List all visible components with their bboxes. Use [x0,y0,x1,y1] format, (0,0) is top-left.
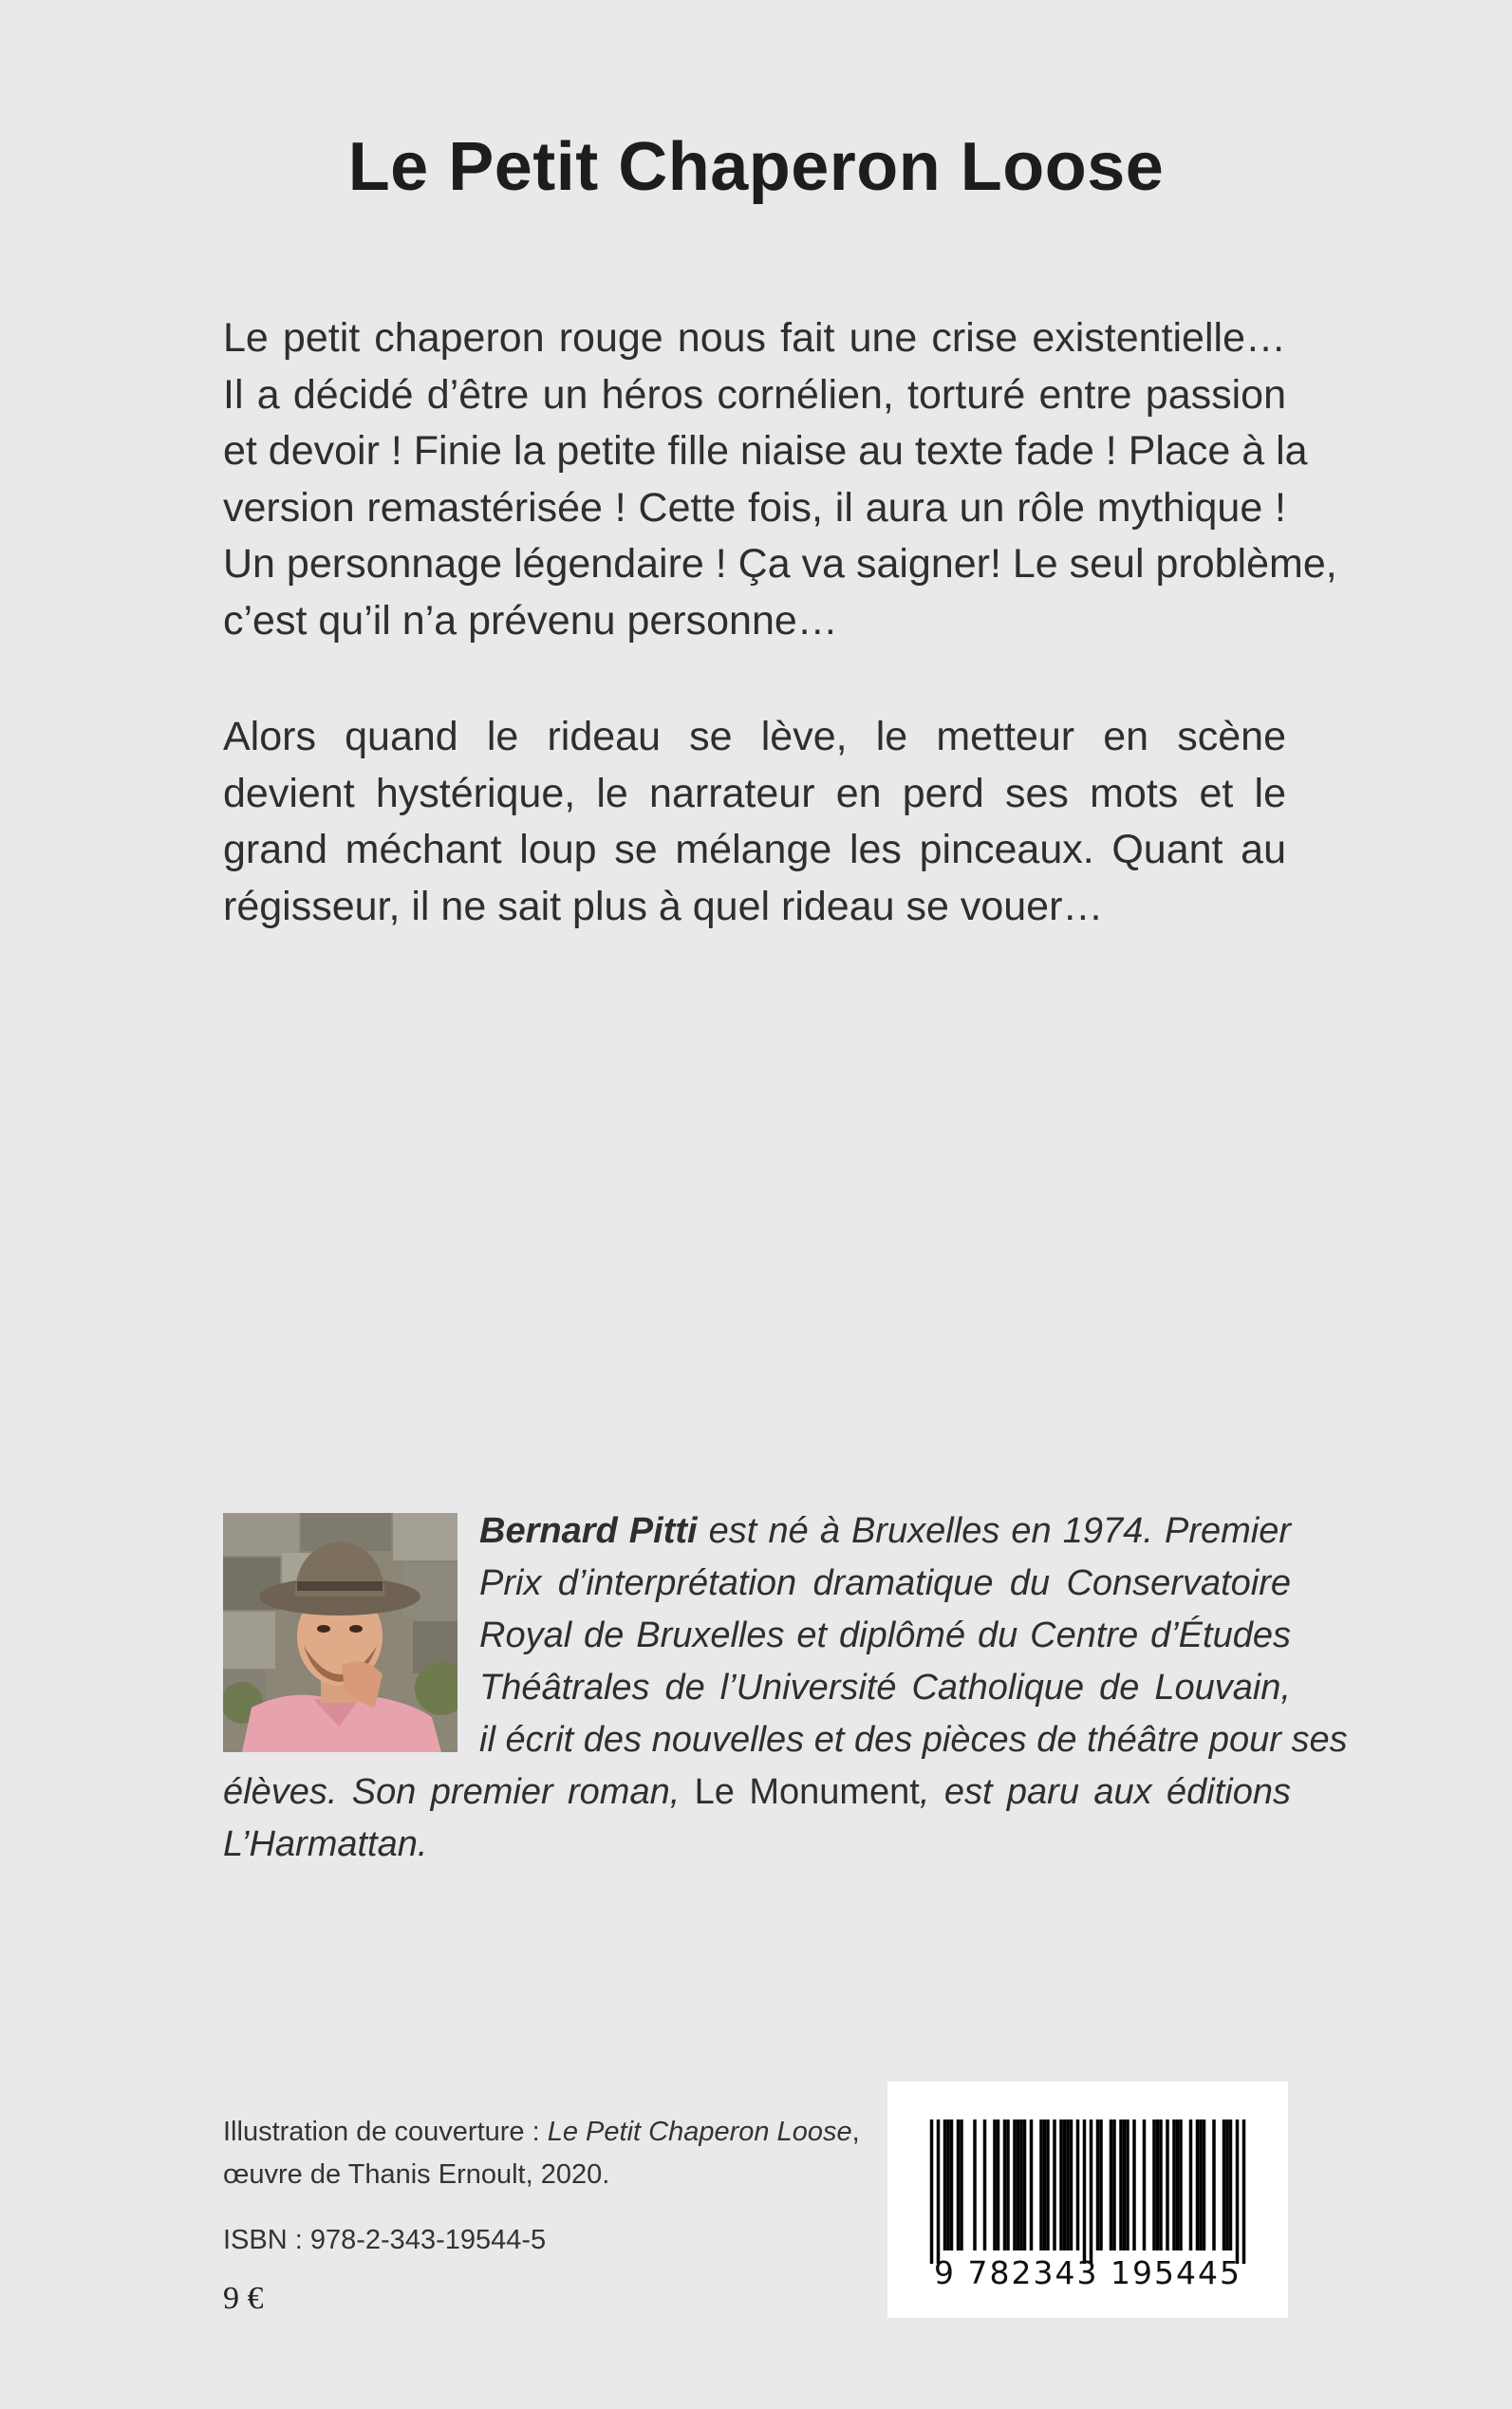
barcode-bar [1229,2120,1233,2250]
barcode-bar [1126,2120,1129,2250]
barcode-bar [997,2120,1000,2250]
blurb-line: grand méchant loup se mélange les pinceaux. Quant au [223,827,1286,872]
credit-line-1: Illustration de couverture : Le Petit Chaperon Loose, [223,2117,860,2147]
blurb-line: devient hystérique, le narrateur en perd ses mots et le [223,770,1286,816]
barcode-bar [1199,2120,1203,2250]
barcode-bar [1090,2120,1093,2264]
barcode-bar [1063,2120,1067,2250]
blurb-line: Alors quand le rideau se lève, le metteur en scène [223,714,1286,759]
isbn: ISBN : 978-2-343-19544-5 [223,2225,547,2255]
blurb-line: et devoir ! Finie la petite fille niaise au texte fade ! Place à la [223,428,1308,474]
barcode-bar [1236,2120,1240,2264]
barcode-bar [1203,2120,1206,2250]
barcode-bar [1176,2120,1180,2250]
bio-line: L’Harmattan. [223,1824,428,1864]
bio-line: Royal de Bruxelles et diplômé du Centre d’Études [479,1615,1291,1655]
bio-line: il écrit des nouvelles et des pièces de théâtre pour ses [479,1720,1348,1760]
barcode-bar [1189,2120,1193,2250]
barcode-bar [950,2120,954,2250]
barcode-bar [1242,2120,1246,2264]
barcode-bar [973,2120,977,2250]
barcode-bar [1003,2120,1007,2250]
barcode-bar [1225,2120,1229,2250]
illustration-title: Le Petit Chaperon Loose [547,2117,852,2147]
blurb-line: Le petit chaperon rouge nous fait une crise existentielle… [223,315,1286,361]
barcode-bar [1172,2120,1176,2250]
barcode-bar [1156,2120,1160,2250]
barcode-bar [1030,2120,1034,2250]
book-title: Le Petit Chaperon Loose [347,129,1165,205]
barcode-bar [983,2120,987,2250]
barcode-bar [1110,2120,1113,2250]
novel-title: Le Monument [694,1772,920,1812]
barcode-bar [1099,2120,1103,2250]
credit-line-2: œuvre de Thanis Ernoult, 2020. [223,2159,610,2190]
barcode [887,2082,1288,2318]
barcode-bar [960,2120,963,2250]
barcode-bar [1223,2120,1226,2250]
barcode-bar [957,2120,961,2250]
barcode-bar [946,2120,950,2250]
barcode-bar [1083,2120,1087,2264]
barcode-bar [1143,2120,1147,2250]
barcode-bar [1076,2120,1080,2250]
bio-line: Théâtrales de l’Université Catholique de Louvain, [479,1668,1291,1708]
bio-line: élèves. Son premier roman, Le Monument, est paru aux éditions [223,1772,1291,1812]
barcode-bar [1053,2120,1056,2250]
barcode-bar [1059,2120,1063,2250]
barcode-bar [1119,2120,1123,2250]
author-name: Bernard Pitti [479,1511,698,1551]
barcode-bar [1196,2120,1200,2250]
illustration-credit [223,2111,860,2196]
barcode-bar [1043,2120,1047,2250]
author-bio [223,1505,1348,1871]
blurb-paragraph-2 [223,709,1286,935]
barcode-digits: 9 782343 195445 [934,2254,1241,2291]
bio-line: Prix d’interprétation dramatique du Conservatoire [479,1563,1291,1603]
barcode-bar [1159,2120,1163,2250]
barcode-bar [1070,2120,1073,2250]
barcode-bar [1212,2120,1216,2250]
barcode-bar [930,2120,934,2264]
barcode-bar [1046,2120,1050,2250]
blurb-line: régisseur, il ne sait plus à quel rideau se vouer… [223,883,1104,929]
blurb-line: Il a décidé d’être un héros cornélien, torturé entre passion [223,371,1286,418]
barcode-bar [993,2120,997,2250]
blurb-line: version remastérisée ! Cette fois, il aura un rôle mythique ! [223,484,1286,531]
barcode-bar [1123,2120,1127,2250]
barcode-bar [1019,2120,1023,2250]
blurb-paragraph-1 [223,310,1337,649]
barcode-bar [1023,2120,1027,2250]
barcode-bar [1013,2120,1017,2250]
barcode-bar [1066,2120,1070,2250]
barcode-bar [1132,2120,1136,2250]
barcode-bar [1006,2120,1010,2250]
barcode-bar [1017,2120,1020,2250]
barcode-bar [937,2120,941,2264]
barcode-bar [1166,2120,1169,2250]
blurb-line: Un personnage légendaire ! Ça va saigner! Le seul problème, [223,541,1337,587]
barcode-bar [1179,2120,1183,2250]
barcode-bar [1152,2120,1156,2250]
bio-line: Bernard Pitti est né à Bruxelles en 1974. Premier [479,1511,1291,1551]
barcode-bar [1112,2120,1116,2250]
price: 9 € [223,2281,264,2316]
barcode-bar [1096,2120,1100,2250]
barcode-bar [1039,2120,1043,2250]
barcode-bar [943,2120,947,2250]
blurb-line: c’est qu’il n’a prévenu personne… [223,597,838,644]
